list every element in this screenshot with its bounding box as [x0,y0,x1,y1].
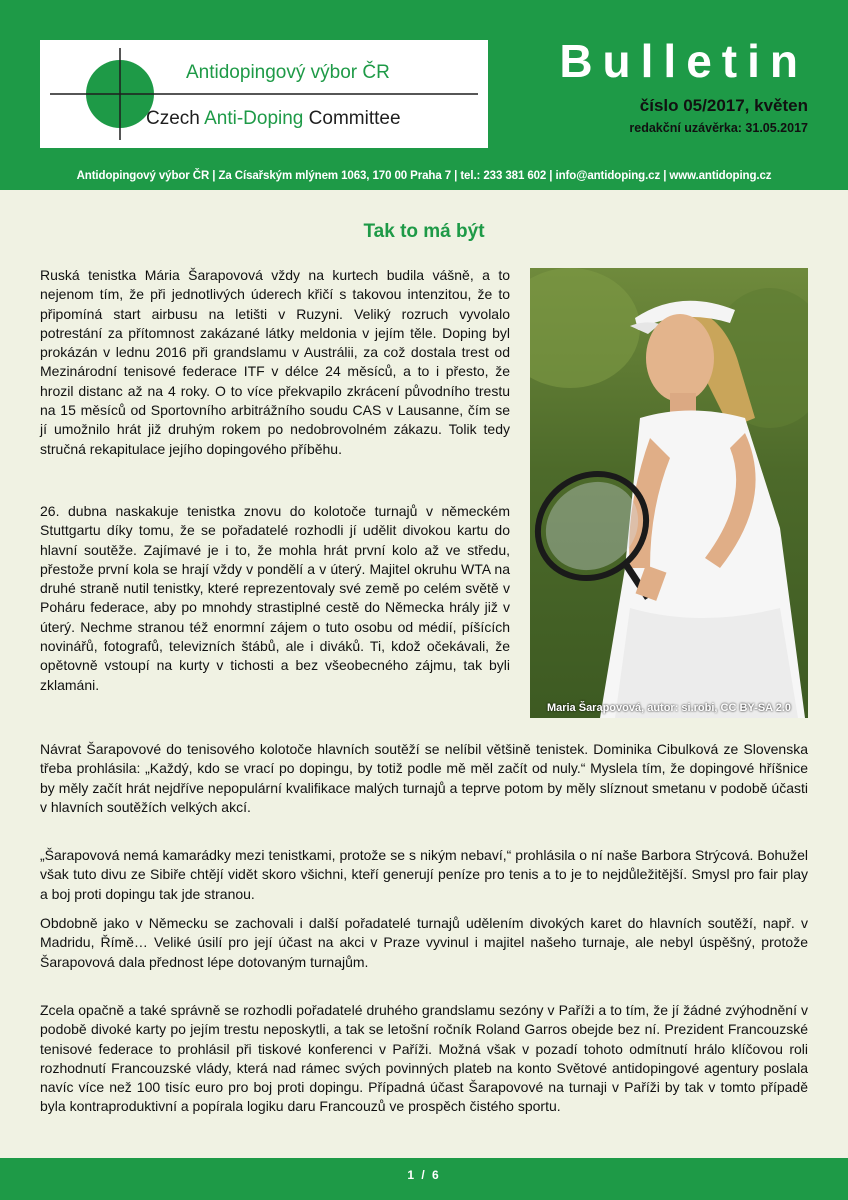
editorial-deadline: redakční uzávěrka: 31.05.2017 [629,121,808,135]
header-band [0,0,848,190]
photo-caption: Maria Šarapovová, autor: si.robi, CC BY-SA 2.0 [546,702,792,714]
article-title: Tak to má být [363,221,485,242]
article-paragraph: „Šarapovová nemá kamarádky mezi tenistkami, protože se s nikým nebaví,“ prohlásila o ní naše Barbora Strýcová. Bohužel však tuto divu ze Sibiře chtějí vidět skoro všichni, kteří generují peníze pro tenis a to je to nejdůležitější. Smysl pro fair play a boj proti dopingu tak jde stranou. [40,847,808,902]
article-paragraph: Obdobně jako v Německu se zachovali i další pořadatelé turnajů udělením divokých karet do hlavních soutěží, např. v Madridu, Římě… Veliké úsilí pro její účast na akci v Praze vyvinul i majitel našeho turnaje, ale nebyl úspěšný, protože Šarapovová dala přednost lépe dotovaným turnajům. [40,915,808,970]
issue-number: číslo 05/2017, květen [639,96,808,115]
article-paragraph: Návrat Šarapovové do tenisového kolotoče hlavních soutěží se nelíbil většině tenistek. Dominika Cibulková ze Slovenska třeba prohlásila: „Každý, kdo se vrací po dopingu, by totiž podle mě měl začít od nuly.“ Myslela tím, že dopingové hříšnice by měly začít hrát nejdříve nepopulární kvalifikace malých turnajů a teprve potom by měly slíznout smetanu v podobě účasti v hlavních soutěžích velkých akcí. [40,741,808,815]
article-paragraph: 26. dubna naskakuje tenistka znovu do kolotoče turnajů v německém Stuttgartu díky tomu, že se pořadatelé rozhodli jí udělit divokou kartu do hlavní soutěže. Zajímavé je i to, že mohla hrát první kolo až ve středu, přestože první kola se hrají vždy v pondělí a v úterý. Majitel okruhu WTA na druhé straně nutil tenistky, které reprezentovaly své země po celém světě v Poháru federace, aby po mnohdy strastiplné cestě do Německa hrály již v úterý. Nechme stranou též enormní zájem o tuto osobu od médií, píšících novinářů, fotografů, televizních štábů, ale i diváků. Ti, kdož očekávali, že opětovně vstoupí na kurty v tichosti a bez všeobecného zájmu, tak byli zklamáni. [40,503,510,693]
logo-circle-icon [40,40,488,148]
tennis-player-image [530,268,808,718]
logo [40,40,488,148]
article-photo [530,268,808,718]
article-paragraph: Ruská tenistka Mária Šarapovová vždy na kurtech budila vášně, a to nejenom tím, že při jednotlivých úderech křičí s takovou intenzitou, že to připomíná start airbusu na letišti v Ruzyni. Veliký rozruch vyvolalo potrestání za přítomnost zakázané látky meldonia v jejím těle. Doping byl prokázán v lednu 2016 při grandslamu v Austrálii, za což dostala trest od Mezinárodní tenisové federace ITF v délce 24 měsíců, a to i přesto, že hrozil distanc až na 4 roky. O to více překvapilo zkrácení původního trestu na 15 měsíců od Sportovního arbitrážního soudu CAS v Lausanne, čím se jí umožnilo hrát již druhým rokem po nedobrovolném zákazu. Tolik tedy stručná rekapitulace jejího dopingového příběhu. [40,267,510,457]
article-paragraph: Zcela opačně a také správně se rozhodli pořadatelé druhého grandslamu sezóny v Paříži a to tím, že jí žádné zvýhodnění v podobě divoké karty po jejím trestu neposkytli, a tak se letošní ročník Roland Garros obejde bez ní. Prezident Francouzské tenisové federace to prohlásil při tiskové konferenci v Paříži. Možná však v pozadí tohoto odmítnutí hrálo klíčovou roli rozhodnutí Francouzské vlády, která nad rámec svých povinných plateb na konto Světové antidopingové agentury poslala navíc více než 100 tisíc euro pro boj proti dopingu. Případná účast Šarapovové na turnaji v Paříži by tak v tomto případě byla kontraproduktivní a popírala logiku daru Francouzů ve prospěch čistého sportu. [40,1002,808,1115]
logo-text-czech: Antidopingový výbor ČR [186,62,390,83]
bulletin-title: Bulletin [559,35,808,87]
contact-line: Antidopingový výbor ČR | Za Císařským mlýnem 1063, 170 00 Praha 7 | tel.: 233 381 602 | info@antidoping.cz | www.antidoping.cz [76,170,772,182]
logo-text-english: Czech Anti-Doping Committee [146,108,401,129]
footer-band [0,1158,848,1200]
page-number: 1 / 6 [407,1168,441,1182]
